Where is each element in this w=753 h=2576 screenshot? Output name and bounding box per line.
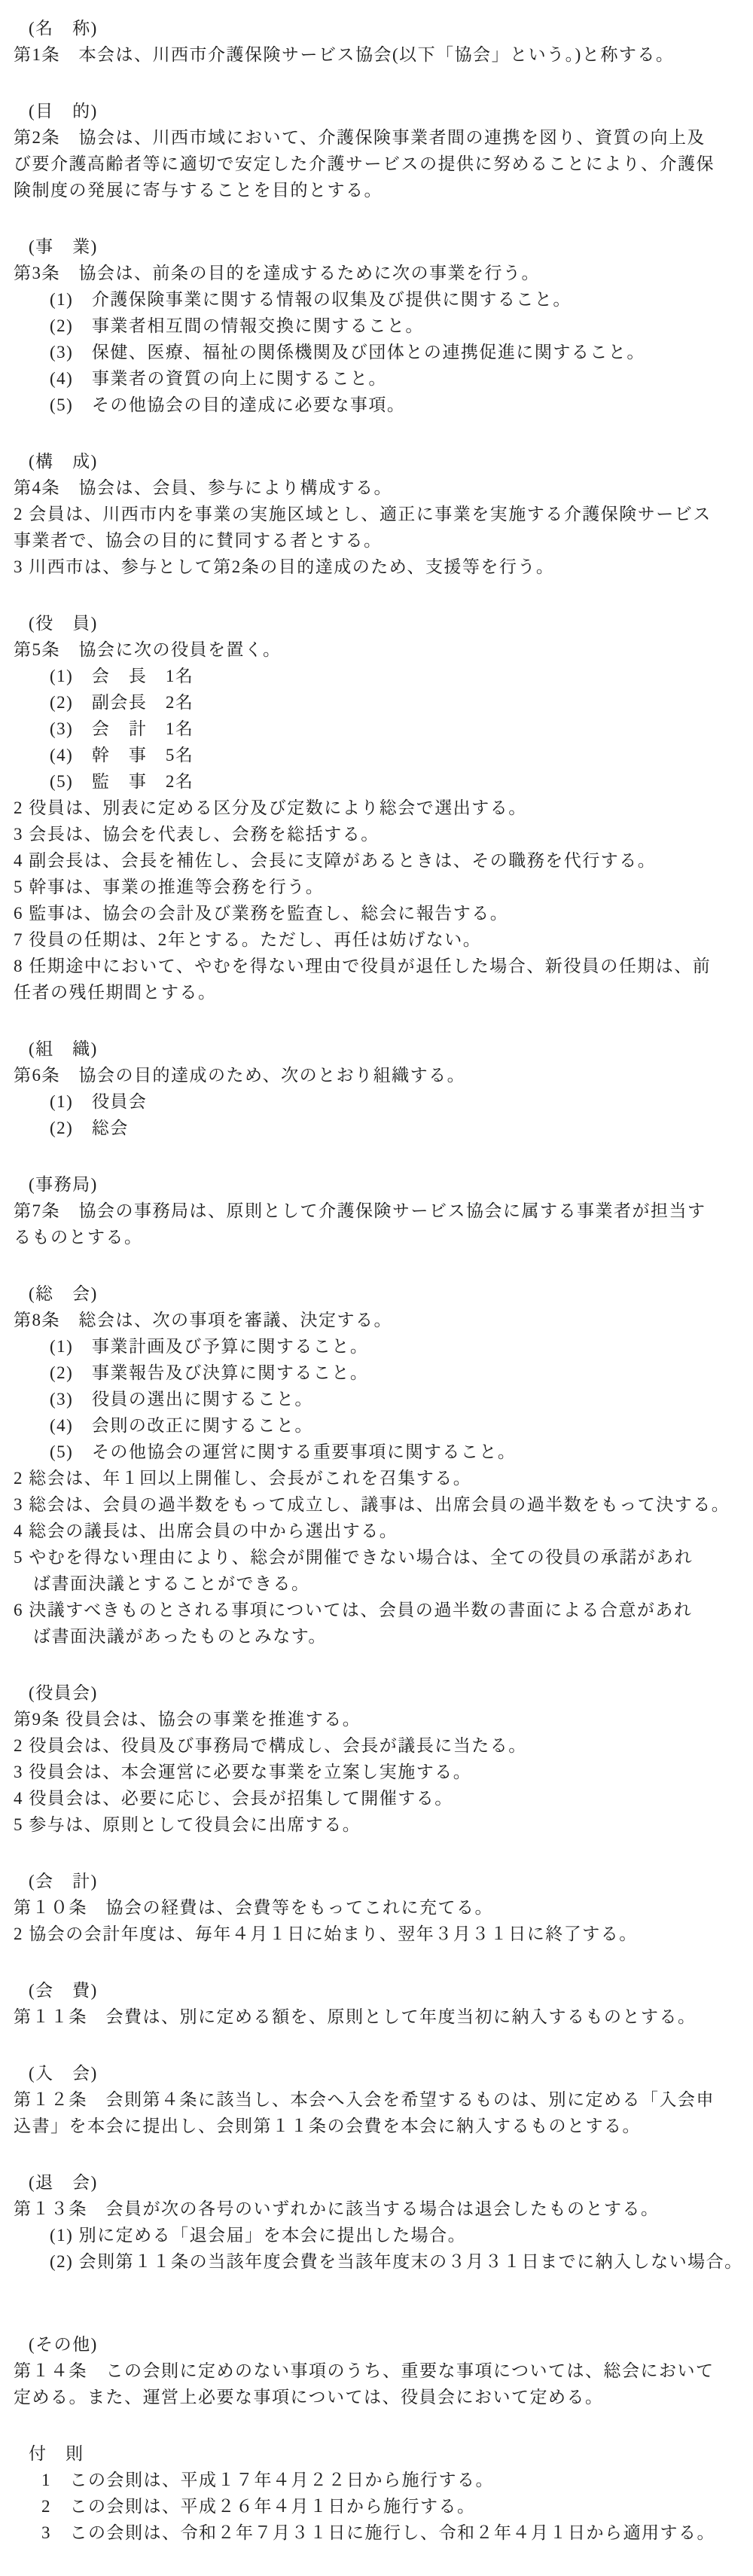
paragraph-line: 8 任期途中において、やむを得ない理由で役員が退任した場合、新役員の任期は、前 — [14, 957, 712, 975]
article-line: 第１４条 この会則に定めのない事項のうち、重要な事項については、総会において — [14, 2361, 715, 2380]
list-item-line: (4) 会則の改正に関すること。 — [50, 1416, 313, 1435]
paragraph-line: 3 川西市は、参与として第2条の目的達成のため、支援等を行う。 — [14, 557, 555, 576]
article-line: 第9条 役員会は、協会の事業を推進する。 — [14, 1710, 361, 1729]
continuation-line: 定める。また、運営上必要な事項については、役員会において定める。 — [14, 2388, 604, 2407]
section-taikai — [14, 2169, 748, 2275]
list-item-line: (3) 会 計 1名 — [50, 719, 194, 738]
section-heading: (組 織) — [29, 1039, 98, 1058]
list-item-line: (1) 会 長 1名 — [50, 667, 194, 685]
list-item-line: (5) その他協会の目的達成に必要な事項。 — [50, 395, 406, 414]
paragraph-line: 4 総会の議長は、出席会員の中から選出する。 — [14, 1521, 398, 1540]
paragraph-line: 2 総会は、年１回以上開催し、会長がこれを召集する。 — [14, 1469, 472, 1488]
appendix-item-line: 3 この会則は、令和２年７月３１日に施行し、令和２年４月１日から適用する。 — [41, 2523, 715, 2542]
paragraph-line: 7 役員の任期は、2年とする。ただし、再任は妨げない。 — [14, 930, 482, 949]
appendix-item-line: 2 この会則は、平成２６年４月１日から施行する。 — [41, 2497, 476, 2516]
section-nyuukai — [14, 2060, 748, 2139]
section-jimukyoku — [14, 1171, 748, 1250]
continuation-indent-line: ば書面決議とすることができる。 — [33, 1574, 310, 1593]
list-item-line: (2) 事業者相互間の情報交換に関すること。 — [50, 316, 424, 335]
article-line: 第6条 協会の目的達成のため、次のとおり組織する。 — [14, 1066, 466, 1085]
paragraph-line: 4 役員会は、必要に応じ、会長が招集して開催する。 — [14, 1789, 453, 1808]
continuation-indent-line: ば書面決議があったものとみなす。 — [33, 1627, 327, 1646]
section-sonota — [14, 2331, 748, 2410]
section-heading: (役員会) — [29, 1683, 98, 1702]
list-item-line: (4) 事業者の資質の向上に関すること。 — [50, 369, 387, 388]
section-heading: (名 称) — [29, 19, 98, 38]
section-mokuteki — [14, 98, 748, 203]
list-item-line: (1) 別に定める「退会届」を本会に提出した場合。 — [50, 2226, 467, 2245]
continuation-line: 込書」を本会に提出し、会則第１１条の会費を本会に納入するものとする。 — [14, 2117, 641, 2135]
continuation-line: 任者の残任期間とする。 — [14, 983, 217, 1002]
article-line: 第2条 協会は、川西市域において、介護保険事業者間の連携を図り、資質の向上及 — [14, 128, 706, 147]
article-line: 第１３条 会員が次の各号のいずれかに該当する場合は退会したものとする。 — [14, 2199, 660, 2218]
section-heading: (会 費) — [29, 1981, 98, 2000]
list-item-line: (5) 監 事 2名 — [50, 772, 194, 791]
section-heading: (総 会) — [29, 1284, 98, 1303]
list-item-line: (3) 保健、医療、福祉の関係機関及び団体との連携促進に関すること。 — [50, 343, 645, 362]
paragraph-line: 5 やむを得ない理由により、総会が開催できない場合は、全ての役員の承諾があれ — [14, 1548, 694, 1567]
section-soshiki — [14, 1036, 748, 1141]
article-line: 第3条 協会は、前条の目的を達成するために次の事業を行う。 — [14, 264, 540, 282]
article-line: 第１１条 会費は、別に定める額を、原則として年度当初に納入するものとする。 — [14, 2007, 697, 2026]
continuation-line: るものとする。 — [14, 1228, 143, 1247]
paragraph-line: 4 副会長は、会長を補佐し、会長に支障があるときは、その職務を代行する。 — [14, 851, 657, 870]
section-yakuinkai — [14, 1680, 748, 1838]
list-item-line: (1) 事業計画及び予算に関すること。 — [50, 1337, 369, 1356]
list-item-line: (5) その他協会の運営に関する重要事項に関すること。 — [50, 1442, 517, 1461]
section-heading: (事 業) — [29, 237, 98, 256]
section-kaikei — [14, 1868, 748, 1947]
paragraph-line: 5 幹事は、事業の推進等会務を行う。 — [14, 877, 325, 896]
list-item-line: (4) 幹 事 5名 — [50, 746, 194, 765]
list-item-line: (1) 役員会 — [50, 1092, 148, 1111]
section-yakuin — [14, 610, 748, 1006]
paragraph-line: 6 決議すべきものとされる事項については、会員の過半数の書面による合意があれ — [14, 1601, 693, 1619]
article-line: 第１０条 協会の経費は、会費等をもってこれに充てる。 — [14, 1898, 493, 1917]
article-line: 第5条 協会に次の役員を置く。 — [14, 640, 282, 659]
list-item-line: (1) 介護保険事業に関する情報の収集及び提供に関すること。 — [50, 290, 572, 309]
paragraph-line: 6 監事は、協会の会計及び業務を監査し、総会に報告する。 — [14, 904, 509, 923]
section-soukai — [14, 1280, 748, 1650]
paragraph-line: 5 参与は、原則として役員会に出席する。 — [14, 1815, 361, 1834]
continuation-line: 事業者で、協会の目的に賛同する者とする。 — [14, 531, 383, 550]
list-item-line: (2) 事業報告及び決算に関すること。 — [50, 1363, 369, 1382]
list-item-line: (3) 役員の選出に関すること。 — [50, 1390, 313, 1409]
section-heading: (事務局) — [29, 1175, 98, 1194]
list-item-line: (2) 会則第１１条の当該年度会費を当該年度末の３月３１日までに納入しない場合。 — [50, 2252, 743, 2271]
paragraph-line: 3 役員会は、本会運営に必要な事業を立案し実施する。 — [14, 1763, 472, 1781]
section-heading: (退 会) — [29, 2173, 98, 2192]
article-line: 第7条 協会の事務局は、原則として介護保険サービス協会に属する事業者が担当す — [14, 1201, 706, 1220]
section-fusoku — [14, 2440, 748, 2546]
section-jigyou — [14, 233, 748, 418]
article-line: 第4条 協会は、会員、参与により構成する。 — [14, 478, 392, 497]
section-heading: (構 成) — [29, 452, 98, 471]
section-heading: (役 員) — [29, 614, 98, 633]
paragraph-line: 2 役員会は、役員及び事務局で構成し、会長が議長に当たる。 — [14, 1736, 527, 1755]
article-line: 第1条 本会は、川西市介護保険サービス協会(以下「協会」という。)と称する。 — [14, 45, 675, 64]
article-line: 第１２条 会則第４条に該当し、本会へ入会を希望するものは、別に定める「入会申 — [14, 2090, 715, 2109]
section-heading: (会 計) — [29, 1872, 98, 1891]
paragraph-line: 2 協会の会計年度は、毎年４月１日に始まり、翌年３月３１日に終了する。 — [14, 1924, 638, 1943]
list-item-line: (2) 総会 — [50, 1119, 129, 1137]
section-heading: (目 的) — [29, 102, 98, 121]
paragraph-line: 3 会長は、協会を代表し、会務を総括する。 — [14, 825, 380, 844]
article-line: 第8条 総会は、次の事項を審議、決定する。 — [14, 1311, 392, 1329]
continuation-line: 険制度の発展に寄与することを目的とする。 — [14, 181, 383, 200]
paragraph-line: 2 会員は、川西市内を事業の実施区域とし、適正に事業を実施する介護保険サービス — [14, 505, 712, 523]
paragraph-line: 2 役員は、別表に定める区分及び定数により総会で選出する。 — [14, 798, 527, 817]
section-kaihi — [14, 1977, 748, 2030]
section-heading: (入 会) — [29, 2064, 98, 2083]
section-heading: 付 則 — [29, 2444, 84, 2463]
appendix-item-line: 1 この会則は、平成１７年４月２２日から施行する。 — [41, 2471, 494, 2489]
section-kousei — [14, 448, 748, 580]
section-heading: (その他) — [29, 2335, 98, 2354]
paragraph-line: 3 総会は、会員の過半数をもって成立し、議事は、出席会員の過半数をもって決する。 — [14, 1495, 730, 1514]
continuation-line: び要介護高齢者等に適切で安定した介護サービスの提供に努めることにより、介護保 — [14, 154, 715, 173]
section-meishou — [14, 15, 748, 68]
list-item-line: (2) 副会長 2名 — [50, 693, 194, 712]
